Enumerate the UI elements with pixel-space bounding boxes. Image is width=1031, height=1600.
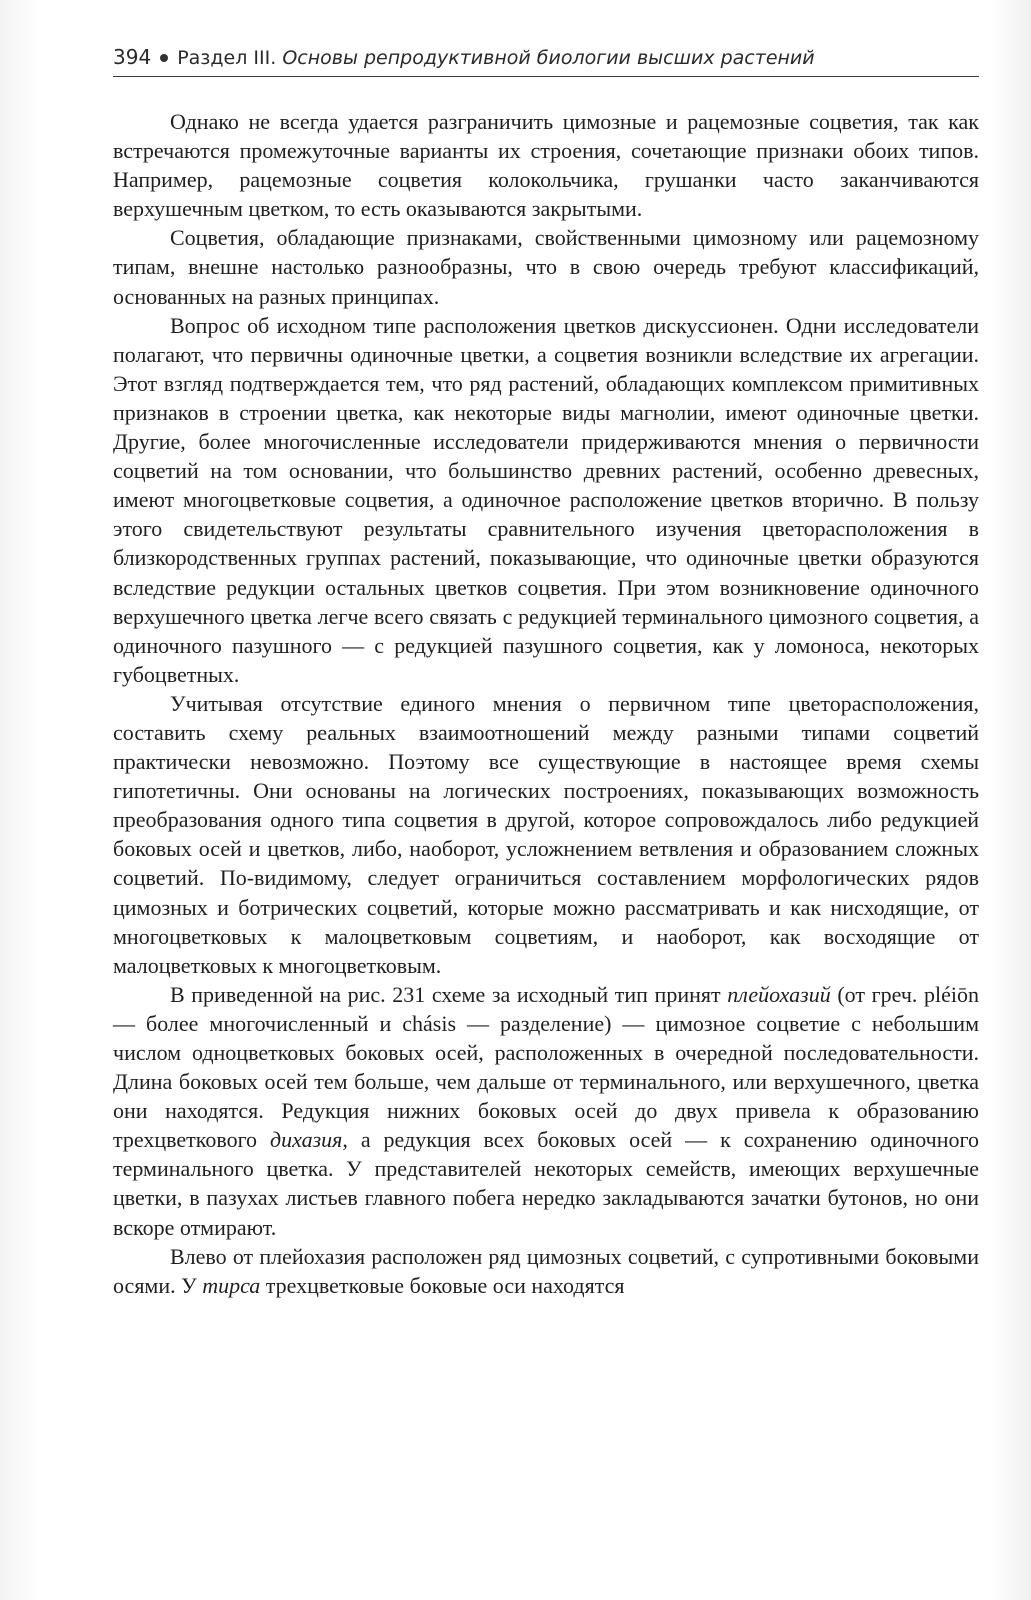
text-run: Учитывая отсутствие единого мнения о первичном типе цветорасположения, составить схему реальных взаимоотношений между разными типами соцветий практически невозможно. Поэтому все существующие в настоящее время схемы гипотетичны. Они основаны на логических построениях, показывающих возможность преобразования одного типа соцветия в другой, которое сопровождалось либо редукцией боковых осей и цветков, либо, наоборот, усложнением ветвления и образованием сложных соцветий. По-видимому, следует ограничиться составлением морфологических рядов цимозных и ботрических соцветий, которые можно рассматривать и как нисходящие, от многоцветковых к малоцветковым соцветиям, и наоборот, как восходящие от малоцветковых к многоцветковым. <box>113 690 979 978</box>
paragraph <box>113 1242 979 1300</box>
text-run: Однако не всегда удается разграничить цимозные и рацемозные соцветия, так как встречаются промежуточные варианты их строения, сочетающие признаки обоих типов. Например, рацемозные соцветия колокольчика, грушанки часто заканчиваются верхушечным цветком, то есть оказываются закрытыми. <box>113 109 979 222</box>
text-run: , а редукция всех боковых осей — к сохранению одиночного терминального цветка. У представителей некоторых семейств, имеющих верхушечные цветки, в пазухах листьев главного побега нередко закладываются зачатки бутонов, но они вскоре отмирают. <box>113 1127 979 1240</box>
italic-term: дихазия <box>270 1127 343 1153</box>
text-run: трехцветковые боковые оси находятся <box>260 1272 625 1298</box>
text-run: Влево от плейохазия расположен ряд цимозных соцветий, с супротивными боковыми осями. У <box>113 1243 979 1298</box>
bullet-icon <box>160 54 168 62</box>
italic-term: плейохазий <box>727 981 831 1007</box>
paragraph <box>113 107 979 223</box>
italic-term: тирса <box>202 1272 261 1298</box>
paragraph <box>113 223 979 310</box>
body-text <box>113 107 979 1300</box>
text-run: Соцветия, обладающие признаками, свойственными цимозному или рацемозному типам, внешне настолько разнообразны, что в свою очередь требуют классификаций, основанных на разных принципах. <box>113 225 979 309</box>
text-run: Вопрос об исходном типе расположения цветков дискуссионен. Одни исследователи полагают, что первичны одиночные цветки, а соцветия возникли вследствие их агрегации. Этот взгляд подтверждается тем, что ряд растений, обладающих комплексом примитивных признаков в строении цветка, как некоторые виды магнолии, имеют одиночные цветки. Другие, более многочисленные исследователи придерживаются мнения о первичности соцветий на том основании, что большинство древних растений, особенно древесных, имеют многоцветковые соцветия, а одиночное расположение цветков вторично. В пользу этого свидетельствуют результаты сравнительного изучения цветорасположения в близкородственных группах растений, показывающие, что одиночные цветки образуются вследствие редукции остальных цветков соцветия. При этом возникновение одиночного верхушечного цветка легче всего связать с редукцией терминального цимозного соцветия, а одиночного пазушного — с редукцией пазушного соцветия, как у ломоноса, некоторых губоцветных. <box>113 312 979 687</box>
header-title: Основы репродуктивной биологии высших растений <box>282 47 815 69</box>
paragraph <box>113 980 979 1242</box>
text-run: В приведенной на рис. 231 схеме за исходный тип принят <box>170 981 728 1007</box>
paragraph <box>113 311 979 689</box>
running-header <box>113 40 979 77</box>
section-label: Раздел III. <box>177 47 277 69</box>
paragraph <box>113 689 979 980</box>
text-run: (от греч. pléiōn — более многочисленный и chásis — разделение) — цимозное соцветие с небольшим числом одноцветковых боковых осей, расположенных в очередной последовательности. Длина боковых осей тем больше, чем дальше от терминального, или верхушечного, цветка они находятся. Редукция нижних боковых осей до двух привела к образованию трехцветкового <box>113 981 979 1153</box>
page-number: 394 <box>113 45 152 69</box>
